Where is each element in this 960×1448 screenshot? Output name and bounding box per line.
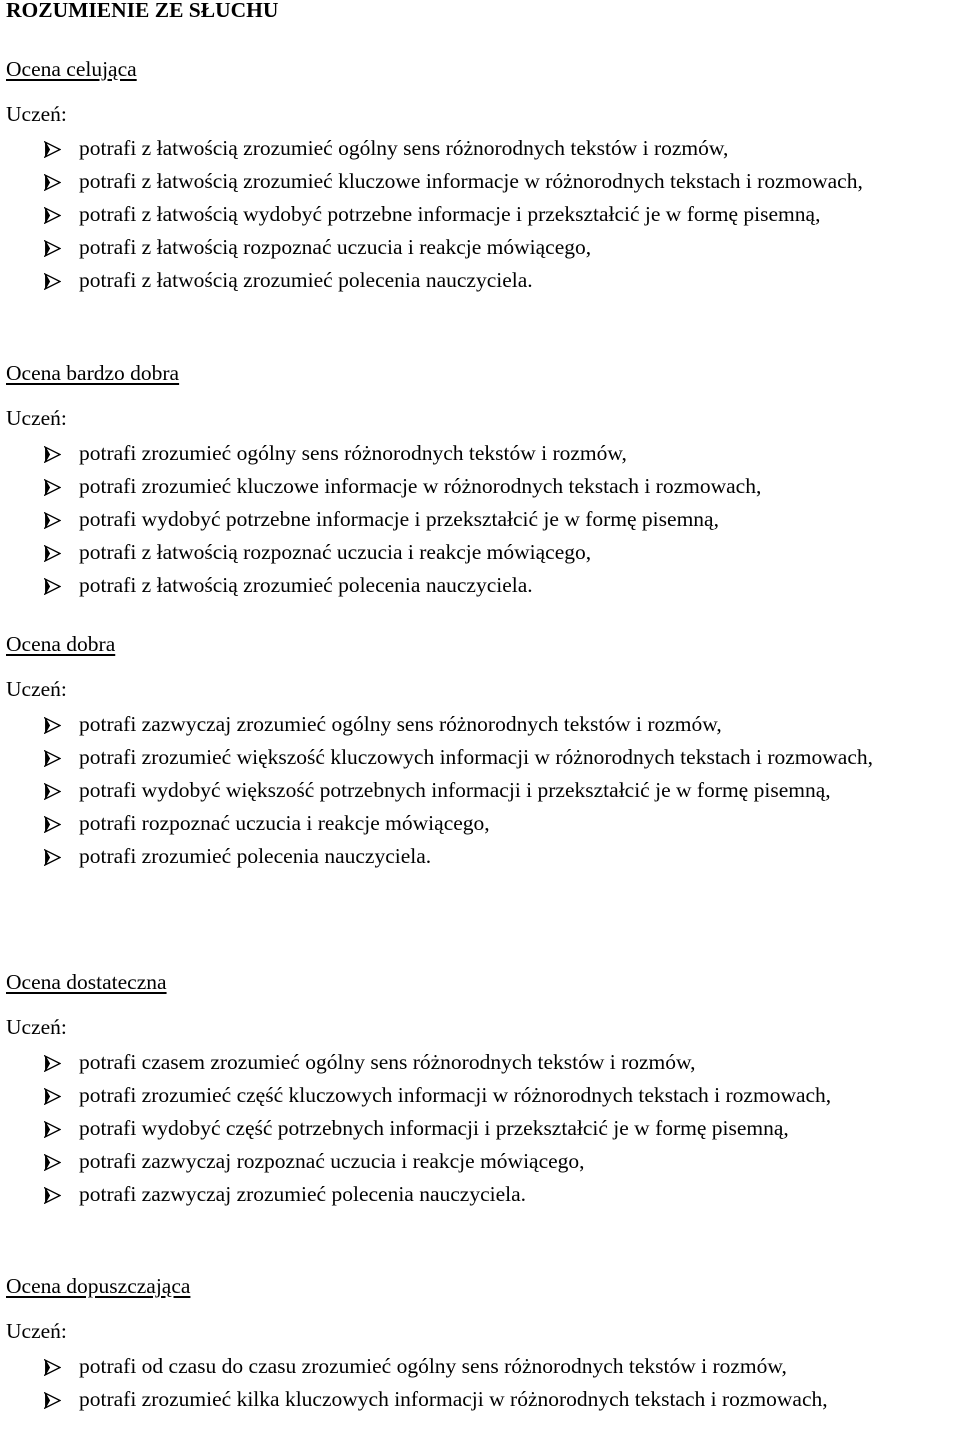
list-item-text: potrafi z łatwością zrozumieć polecenia nauczyciela. bbox=[79, 268, 533, 292]
list-item bbox=[0, 536, 960, 569]
list-item bbox=[0, 1046, 960, 1079]
list-item bbox=[0, 807, 960, 840]
list-item bbox=[0, 132, 960, 165]
list-item-text: potrafi z łatwością zrozumieć ogólny sens różnorodnych tekstów i rozmów, bbox=[79, 136, 729, 160]
list-item bbox=[0, 503, 960, 536]
list-item bbox=[0, 198, 960, 231]
list-item bbox=[0, 1145, 960, 1178]
list-item bbox=[0, 437, 960, 470]
list-item bbox=[0, 231, 960, 264]
student-label: Uczeń: bbox=[6, 406, 67, 430]
arrow-bullet-icon bbox=[44, 1187, 61, 1204]
list-item bbox=[0, 1112, 960, 1145]
arrow-bullet-icon bbox=[44, 1055, 61, 1072]
list-item-text: potrafi zrozumieć kilka kluczowych informacji w różnorodnych tekstach i rozmowach, bbox=[79, 1387, 828, 1411]
arrow-bullet-icon bbox=[44, 1121, 61, 1138]
arrow-bullet-icon bbox=[44, 479, 61, 496]
list-item bbox=[0, 470, 960, 503]
list-item-text: potrafi zazwyczaj zrozumieć ogólny sens różnorodnych tekstów i rozmów, bbox=[79, 712, 722, 736]
list-item bbox=[0, 1178, 960, 1211]
list-item-text: potrafi z łatwością rozpoznać uczucia i reakcje mówiącego, bbox=[79, 235, 592, 259]
arrow-bullet-icon bbox=[44, 1088, 61, 1105]
arrow-bullet-icon bbox=[44, 446, 61, 463]
arrow-bullet-icon bbox=[44, 174, 61, 191]
list-item-text: potrafi zrozumieć polecenia nauczyciela. bbox=[79, 844, 432, 868]
list-item-text: potrafi z łatwością zrozumieć kluczowe informacje w różnorodnych tekstach i rozmowach, bbox=[79, 169, 863, 193]
grade-heading-dopuszczajaca: Ocena dopuszczająca bbox=[6, 1274, 191, 1298]
list-item-text: potrafi czasem zrozumieć ogólny sens różnorodnych tekstów i rozmów, bbox=[79, 1050, 696, 1074]
arrow-bullet-icon bbox=[44, 512, 61, 529]
criteria-list-dobra bbox=[0, 708, 960, 873]
grade-heading-bardzo-dobra: Ocena bardzo dobra bbox=[6, 361, 180, 385]
list-item bbox=[0, 1350, 960, 1383]
criteria-list-dopuszczajaca bbox=[0, 1350, 960, 1416]
list-item bbox=[0, 1079, 960, 1112]
arrow-bullet-icon bbox=[44, 816, 61, 833]
criteria-list-bardzo-dobra bbox=[0, 437, 960, 602]
list-item-text: potrafi zazwyczaj zrozumieć polecenia nauczyciela. bbox=[79, 1182, 527, 1206]
student-label: Uczeń: bbox=[6, 677, 67, 701]
list-item-text: potrafi zrozumieć ogólny sens różnorodnych tekstów i rozmów, bbox=[79, 441, 627, 465]
student-label: Uczeń: bbox=[6, 1319, 67, 1343]
list-item bbox=[0, 840, 960, 873]
grade-heading-dostateczna: Ocena dostateczna bbox=[6, 970, 167, 994]
list-item-text: potrafi rozpoznać uczucia i reakcje mówiącego, bbox=[79, 811, 490, 835]
list-item bbox=[0, 708, 960, 741]
grade-heading-celujaca: Ocena celująca bbox=[6, 57, 137, 81]
arrow-bullet-icon bbox=[44, 240, 61, 257]
list-item bbox=[0, 741, 960, 774]
document-title: ROZUMIENIE ZE SŁUCHU bbox=[6, 0, 279, 22]
list-item-text: potrafi zrozumieć większość kluczowych informacji w różnorodnych tekstach i rozmowach, bbox=[79, 745, 874, 769]
criteria-list-celujaca bbox=[0, 132, 960, 297]
list-item-text: potrafi wydobyć większość potrzebnych informacji i przekształcić je w formę pisemną, bbox=[79, 778, 831, 802]
list-item bbox=[0, 165, 960, 198]
arrow-bullet-icon bbox=[44, 545, 61, 562]
arrow-bullet-icon bbox=[44, 578, 61, 595]
student-label: Uczeń: bbox=[6, 1015, 67, 1039]
list-item-text: potrafi zazwyczaj rozpoznać uczucia i reakcje mówiącego, bbox=[79, 1149, 585, 1173]
list-item bbox=[0, 1383, 960, 1416]
arrow-bullet-icon bbox=[44, 717, 61, 734]
list-item bbox=[0, 774, 960, 807]
criteria-list-dostateczna bbox=[0, 1046, 960, 1211]
arrow-bullet-icon bbox=[44, 1392, 61, 1409]
list-item-text: potrafi zrozumieć kluczowe informacje w różnorodnych tekstach i rozmowach, bbox=[79, 474, 762, 498]
list-item bbox=[0, 569, 960, 602]
list-item bbox=[0, 264, 960, 297]
list-item-text: potrafi zrozumieć część kluczowych informacji w różnorodnych tekstach i rozmowach, bbox=[79, 1083, 832, 1107]
list-item-text: potrafi z łatwością rozpoznać uczucia i reakcje mówiącego, bbox=[79, 540, 592, 564]
arrow-bullet-icon bbox=[44, 849, 61, 866]
arrow-bullet-icon bbox=[44, 207, 61, 224]
grade-heading-dobra: Ocena dobra bbox=[6, 632, 116, 656]
list-item-text: potrafi z łatwością zrozumieć polecenia nauczyciela. bbox=[79, 573, 533, 597]
arrow-bullet-icon bbox=[44, 273, 61, 290]
arrow-bullet-icon bbox=[44, 1154, 61, 1171]
arrow-bullet-icon bbox=[44, 750, 61, 767]
list-item-text: potrafi od czasu do czasu zrozumieć ogólny sens różnorodnych tekstów i rozmów, bbox=[79, 1354, 787, 1378]
arrow-bullet-icon bbox=[44, 783, 61, 800]
list-item-text: potrafi wydobyć część potrzebnych informacji i przekształcić je w formę pisemną, bbox=[79, 1116, 789, 1140]
list-item-text: potrafi wydobyć potrzebne informacje i przekształcić je w formę pisemną, bbox=[79, 507, 719, 531]
student-label: Uczeń: bbox=[6, 102, 67, 126]
list-item-text: potrafi z łatwością wydobyć potrzebne informacje i przekształcić je w formę pisemną, bbox=[79, 202, 821, 226]
arrow-bullet-icon bbox=[44, 141, 61, 158]
arrow-bullet-icon bbox=[44, 1359, 61, 1376]
